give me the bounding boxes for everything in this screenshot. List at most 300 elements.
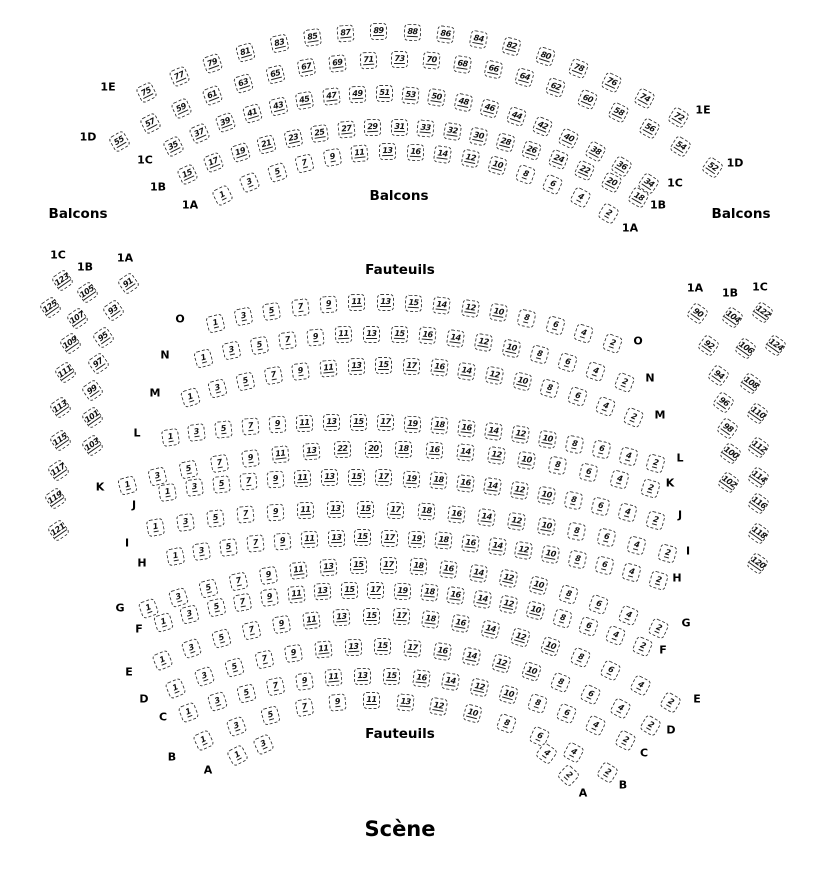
seat-1E-75[interactable] <box>135 81 158 104</box>
seat-G-3[interactable] <box>167 587 188 608</box>
seat-H-8[interactable] <box>567 550 587 570</box>
seat-M-13[interactable] <box>347 357 365 375</box>
seat-F-3[interactable] <box>179 604 200 625</box>
seat-M-16[interactable] <box>430 359 448 377</box>
seat-G-4[interactable] <box>617 604 639 626</box>
seat-1C-48[interactable] <box>453 92 473 112</box>
seat-M-15[interactable] <box>375 357 392 374</box>
seat-left-121[interactable] <box>46 518 70 542</box>
seat-E-7[interactable] <box>241 621 261 641</box>
seat-E-6[interactable] <box>599 660 622 683</box>
seat-1C-46[interactable] <box>479 98 500 119</box>
seat-1E-81[interactable] <box>235 42 256 63</box>
seat-1D-52[interactable] <box>700 155 724 179</box>
seat-right-112[interactable] <box>746 435 770 459</box>
seat-K-18[interactable] <box>395 441 412 458</box>
seat-C-11[interactable] <box>324 669 342 687</box>
seat-1B-23[interactable] <box>283 128 303 148</box>
seat-H-10[interactable] <box>541 545 561 565</box>
seat-1A-12[interactable] <box>460 149 480 169</box>
seat-1D-59[interactable] <box>170 97 193 120</box>
seat-H-6[interactable] <box>594 556 614 576</box>
seat-E-17[interactable] <box>392 608 410 626</box>
seat-left-93[interactable] <box>101 298 125 322</box>
seat-1A-6[interactable] <box>542 174 564 196</box>
seat-M-2[interactable] <box>622 406 644 428</box>
seat-F-15[interactable] <box>341 582 358 599</box>
seat-J-15[interactable] <box>348 469 365 486</box>
seat-left-107[interactable] <box>65 306 89 330</box>
seat-F-4[interactable] <box>604 625 626 647</box>
seat-left-95[interactable] <box>91 325 115 349</box>
seat-D-16[interactable] <box>433 642 452 661</box>
seat-B-8[interactable] <box>495 713 517 735</box>
seat-left-119[interactable] <box>43 486 67 510</box>
seat-H-3[interactable] <box>192 541 212 561</box>
seat-1D-71[interactable] <box>360 51 378 69</box>
seat-I-2[interactable] <box>657 543 678 564</box>
seat-left-109[interactable] <box>58 331 82 355</box>
seat-1C-39[interactable] <box>215 112 237 134</box>
seat-J-7[interactable] <box>239 472 257 490</box>
seat-H-15[interactable] <box>354 529 371 546</box>
seat-O-13[interactable] <box>377 294 394 311</box>
seat-1C-42[interactable] <box>531 116 553 138</box>
seat-left-113[interactable] <box>48 395 72 419</box>
seat-H-16[interactable] <box>461 534 480 553</box>
seat-C-14[interactable] <box>440 672 459 691</box>
seat-K-4[interactable] <box>609 469 630 490</box>
seat-K-9[interactable] <box>240 449 259 468</box>
seat-I-11[interactable] <box>297 502 315 520</box>
seat-1E-76[interactable] <box>600 71 623 94</box>
seat-1D-62[interactable] <box>545 76 567 98</box>
seat-1E-82[interactable] <box>501 37 522 58</box>
seat-L-15[interactable] <box>350 414 367 431</box>
seat-1D-68[interactable] <box>453 55 472 74</box>
seat-left-123[interactable] <box>50 268 74 292</box>
seat-L-17[interactable] <box>377 414 394 431</box>
seat-E-1[interactable] <box>151 649 173 671</box>
seat-O-4[interactable] <box>573 323 594 344</box>
seat-1D-66[interactable] <box>483 60 503 80</box>
seat-F-9[interactable] <box>260 588 279 607</box>
seat-D-13[interactable] <box>344 638 362 656</box>
seat-C-2[interactable] <box>614 729 637 752</box>
seat-E-14[interactable] <box>481 619 501 639</box>
seat-I-4[interactable] <box>627 535 648 556</box>
seat-D-9[interactable] <box>284 644 304 664</box>
seat-C-6[interactable] <box>556 703 578 725</box>
seat-1B-30[interactable] <box>469 126 489 146</box>
seat-G-17[interactable] <box>379 557 396 574</box>
seat-J-3[interactable] <box>185 478 204 497</box>
seat-C-7[interactable] <box>265 676 285 696</box>
seat-I-12[interactable] <box>507 512 526 531</box>
seat-I-15[interactable] <box>357 501 374 518</box>
seat-I-10[interactable] <box>537 516 557 536</box>
seat-D-4[interactable] <box>609 698 632 721</box>
seat-J-11[interactable] <box>294 469 312 487</box>
seat-E-8[interactable] <box>569 647 591 669</box>
seat-D-17[interactable] <box>403 639 421 657</box>
seat-1E-88[interactable] <box>403 23 421 41</box>
seat-E-2[interactable] <box>658 690 681 713</box>
seat-L-3[interactable] <box>187 423 206 442</box>
seat-M-10[interactable] <box>512 371 532 391</box>
seat-H-1[interactable] <box>165 546 185 566</box>
seat-K-22[interactable] <box>333 441 351 459</box>
seat-O-12[interactable] <box>461 299 480 318</box>
seat-D-1[interactable] <box>164 677 186 699</box>
seat-left-115[interactable] <box>48 428 72 452</box>
seat-left-105[interactable] <box>75 280 99 304</box>
seat-L-6[interactable] <box>591 440 611 460</box>
seat-L-16[interactable] <box>457 419 476 438</box>
seat-C-4[interactable] <box>585 715 607 737</box>
seat-B-11[interactable] <box>363 692 380 709</box>
seat-1D-55[interactable] <box>107 129 130 152</box>
seat-D-7[interactable] <box>254 649 274 669</box>
seat-C-16[interactable] <box>412 669 431 688</box>
seat-J-5[interactable] <box>212 475 231 494</box>
seat-N-10[interactable] <box>502 338 522 358</box>
seat-right-120[interactable] <box>745 551 769 575</box>
seat-O-3[interactable] <box>233 306 253 326</box>
seat-H-13[interactable] <box>327 529 345 547</box>
seat-left-117[interactable] <box>46 458 70 482</box>
seat-1D-61[interactable] <box>202 84 224 106</box>
seat-L-18[interactable] <box>430 417 448 435</box>
seat-1A-5[interactable] <box>266 161 288 183</box>
seat-G-10[interactable] <box>528 576 549 597</box>
seat-L-13[interactable] <box>323 414 340 431</box>
seat-L-10[interactable] <box>537 429 557 449</box>
seat-G-5[interactable] <box>198 578 219 599</box>
seat-E-5[interactable] <box>211 628 232 649</box>
seat-B-7[interactable] <box>294 698 314 718</box>
seat-L-19[interactable] <box>404 415 422 433</box>
seat-1B-15[interactable] <box>176 163 199 186</box>
seat-J-13[interactable] <box>321 469 338 486</box>
seat-J-2[interactable] <box>645 510 666 531</box>
seat-G-8[interactable] <box>557 584 578 605</box>
seat-right-108[interactable] <box>738 371 762 395</box>
seat-K-16[interactable] <box>426 441 444 459</box>
seat-B-3[interactable] <box>226 715 248 737</box>
seat-1B-27[interactable] <box>337 120 356 139</box>
seat-left-97[interactable] <box>86 351 110 375</box>
seat-G-14[interactable] <box>468 564 487 583</box>
seat-I-16[interactable] <box>447 505 465 523</box>
seat-L-12[interactable] <box>511 425 530 444</box>
seat-C-15[interactable] <box>383 667 401 685</box>
seat-K-7[interactable] <box>209 454 229 474</box>
seat-B-13[interactable] <box>396 693 414 711</box>
seat-I-13[interactable] <box>327 501 344 518</box>
seat-1A-14[interactable] <box>433 145 452 164</box>
seat-1A-7[interactable] <box>294 153 315 174</box>
seat-F-7[interactable] <box>233 592 253 612</box>
seat-G-7[interactable] <box>228 571 248 591</box>
seat-M-7[interactable] <box>263 366 283 386</box>
seat-G-13[interactable] <box>319 558 337 576</box>
seat-1D-54[interactable] <box>669 135 692 158</box>
seat-F-14[interactable] <box>473 590 493 610</box>
seat-1D-65[interactable] <box>265 65 286 86</box>
seat-1D-58[interactable] <box>607 102 630 125</box>
seat-1E-84[interactable] <box>469 30 489 50</box>
seat-L-14[interactable] <box>484 422 503 441</box>
seat-1C-50[interactable] <box>427 88 446 107</box>
seat-1C-53[interactable] <box>401 86 419 104</box>
seat-right-96[interactable] <box>711 390 735 414</box>
seat-K-14[interactable] <box>456 443 474 461</box>
seat-J-8[interactable] <box>564 490 584 510</box>
seat-H-2[interactable] <box>647 569 668 590</box>
seat-M-4[interactable] <box>594 395 616 417</box>
seat-1C-35[interactable] <box>162 135 185 158</box>
seat-1B-26[interactable] <box>521 140 542 161</box>
seat-1C-49[interactable] <box>349 85 367 103</box>
seat-1A-8[interactable] <box>514 163 536 185</box>
seat-1E-78[interactable] <box>567 57 589 79</box>
seat-D-12[interactable] <box>491 653 512 674</box>
seat-right-110[interactable] <box>745 401 769 425</box>
seat-1C-43[interactable] <box>268 96 289 117</box>
seat-F-11[interactable] <box>287 585 306 604</box>
seat-N-1[interactable] <box>193 348 214 369</box>
seat-H-4[interactable] <box>621 562 642 583</box>
seat-1A-4[interactable] <box>569 186 592 209</box>
seat-O-8[interactable] <box>517 308 537 328</box>
seat-1B-33[interactable] <box>417 120 435 138</box>
seat-right-118[interactable] <box>746 521 770 545</box>
seat-1D-63[interactable] <box>233 73 254 94</box>
seat-C-13[interactable] <box>354 667 371 684</box>
seat-1E-77[interactable] <box>168 65 190 87</box>
seat-1C-47[interactable] <box>322 87 341 106</box>
seat-F-16[interactable] <box>446 586 465 605</box>
seat-G-2[interactable] <box>647 617 669 639</box>
seat-H-9[interactable] <box>273 532 291 550</box>
seat-1B-17[interactable] <box>202 152 224 174</box>
seat-O-9[interactable] <box>319 295 337 313</box>
seat-left-99[interactable] <box>80 378 104 402</box>
seat-1C-40[interactable] <box>558 127 581 150</box>
seat-E-4[interactable] <box>629 674 652 697</box>
seat-N-4[interactable] <box>585 361 607 383</box>
seat-1D-56[interactable] <box>638 117 661 140</box>
seat-K-2[interactable] <box>639 477 660 498</box>
seat-N-9[interactable] <box>306 328 325 347</box>
seat-1D-67[interactable] <box>296 58 316 78</box>
seat-B-2[interactable] <box>595 760 618 783</box>
seat-L-2[interactable] <box>645 453 666 474</box>
seat-J-4[interactable] <box>618 502 639 523</box>
seat-D-8[interactable] <box>550 671 572 693</box>
seat-right-104[interactable] <box>720 305 744 329</box>
seat-C-8[interactable] <box>527 692 549 714</box>
seat-D-11[interactable] <box>314 640 333 659</box>
seat-left-101[interactable] <box>80 405 104 429</box>
seat-E-11[interactable] <box>302 611 321 630</box>
seat-O-10[interactable] <box>489 303 509 323</box>
seat-C-9[interactable] <box>295 671 314 690</box>
seat-E-15[interactable] <box>363 608 380 625</box>
seat-I-18[interactable] <box>417 503 435 521</box>
seat-K-8[interactable] <box>548 456 568 476</box>
seat-1E-72[interactable] <box>666 105 689 128</box>
seat-N-5[interactable] <box>249 335 269 355</box>
seat-right-94[interactable] <box>706 363 730 387</box>
seat-M-1[interactable] <box>179 386 200 407</box>
seat-H-11[interactable] <box>300 530 318 548</box>
seat-K-11[interactable] <box>271 445 290 464</box>
seat-N-7[interactable] <box>278 331 297 350</box>
seat-M-12[interactable] <box>485 366 505 386</box>
seat-F-17[interactable] <box>367 582 384 599</box>
seat-I-17[interactable] <box>387 502 405 520</box>
seat-right-98[interactable] <box>715 416 739 440</box>
seat-1C-41[interactable] <box>242 103 263 124</box>
seat-H-17[interactable] <box>381 529 398 546</box>
seat-I-5[interactable] <box>206 509 225 528</box>
seat-K-13[interactable] <box>302 443 320 461</box>
seat-N-15[interactable] <box>391 326 409 344</box>
seat-G-6[interactable] <box>587 593 609 615</box>
seat-L-7[interactable] <box>242 418 260 436</box>
seat-left-125[interactable] <box>38 295 62 319</box>
seat-G-16[interactable] <box>439 560 458 579</box>
seat-M-5[interactable] <box>235 371 255 391</box>
seat-G-18[interactable] <box>409 558 427 576</box>
seat-1E-83[interactable] <box>269 34 289 54</box>
seat-L-5[interactable] <box>214 420 233 439</box>
seat-right-92[interactable] <box>696 333 720 357</box>
seat-G-15[interactable] <box>349 557 367 575</box>
seat-O-7[interactable] <box>291 298 310 317</box>
seat-H-19[interactable] <box>408 530 426 548</box>
seat-J-19[interactable] <box>402 470 420 488</box>
seat-J-10[interactable] <box>537 485 557 505</box>
seat-N-12[interactable] <box>474 333 494 353</box>
seat-1C-51[interactable] <box>376 85 393 102</box>
seat-H-18[interactable] <box>434 532 452 550</box>
seat-M-6[interactable] <box>567 386 588 407</box>
seat-right-106[interactable] <box>733 336 757 360</box>
seat-1B-29[interactable] <box>364 119 382 137</box>
seat-1C-44[interactable] <box>505 106 527 128</box>
seat-M-8[interactable] <box>539 378 560 399</box>
seat-B-4[interactable] <box>562 741 585 764</box>
seat-E-13[interactable] <box>332 608 350 626</box>
seat-right-100[interactable] <box>718 441 742 465</box>
seat-1E-79[interactable] <box>202 53 224 75</box>
seat-right-114[interactable] <box>746 465 770 489</box>
seat-I-14[interactable] <box>477 508 496 527</box>
seat-K-6[interactable] <box>578 462 598 482</box>
seat-1A-1[interactable] <box>211 184 234 207</box>
seat-D-3[interactable] <box>194 666 216 688</box>
seat-I-1[interactable] <box>145 517 165 537</box>
seat-I-9[interactable] <box>266 503 284 521</box>
seat-H-14[interactable] <box>487 537 506 556</box>
seat-D-2[interactable] <box>638 713 661 736</box>
seat-1A-10[interactable] <box>487 155 508 176</box>
seat-1E-85[interactable] <box>303 28 322 47</box>
seat-A-1[interactable] <box>226 744 249 767</box>
seat-D-15[interactable] <box>374 638 391 655</box>
seat-N-3[interactable] <box>221 341 241 361</box>
seat-K-1[interactable] <box>117 475 138 496</box>
seat-F-10[interactable] <box>525 601 546 622</box>
seat-M-9[interactable] <box>291 362 310 381</box>
seat-1B-28[interactable] <box>495 132 516 153</box>
seat-1A-9[interactable] <box>322 148 342 168</box>
seat-K-20[interactable] <box>365 440 382 457</box>
seat-N-14[interactable] <box>446 329 465 348</box>
seat-M-11[interactable] <box>319 359 338 378</box>
seat-left-111[interactable] <box>53 360 77 384</box>
seat-1D-57[interactable] <box>139 112 162 135</box>
seat-1E-87[interactable] <box>336 24 354 42</box>
seat-1B-19[interactable] <box>229 142 251 164</box>
seat-1E-74[interactable] <box>633 87 656 110</box>
seat-A-3[interactable] <box>252 733 274 755</box>
seat-F-19[interactable] <box>394 582 412 600</box>
seat-1C-45[interactable] <box>295 91 315 111</box>
seat-J-18[interactable] <box>429 472 447 490</box>
seat-C-12[interactable] <box>469 677 489 697</box>
seat-E-18[interactable] <box>422 610 441 629</box>
seat-C-5[interactable] <box>236 683 257 704</box>
seat-L-4[interactable] <box>618 446 639 467</box>
seat-E-3[interactable] <box>181 638 203 660</box>
seat-O-14[interactable] <box>433 296 452 315</box>
seat-I-6[interactable] <box>597 528 617 548</box>
seat-J-12[interactable] <box>510 481 529 500</box>
seat-K-12[interactable] <box>487 446 506 465</box>
seat-1A-13[interactable] <box>379 143 397 161</box>
seat-G-12[interactable] <box>498 569 518 589</box>
seat-1E-89[interactable] <box>370 23 387 40</box>
seat-F-6[interactable] <box>578 616 599 637</box>
seat-M-17[interactable] <box>403 357 421 375</box>
seat-E-9[interactable] <box>272 615 292 635</box>
seat-O-2[interactable] <box>601 332 623 354</box>
seat-1B-25[interactable] <box>310 123 329 142</box>
seat-right-122[interactable] <box>750 300 774 324</box>
seat-right-102[interactable] <box>716 470 740 494</box>
seat-N-16[interactable] <box>418 327 436 345</box>
seat-F-18[interactable] <box>420 584 438 602</box>
seat-J-1[interactable] <box>157 482 177 502</box>
seat-N-11[interactable] <box>334 326 352 344</box>
seat-O-5[interactable] <box>262 301 282 321</box>
seat-1C-37[interactable] <box>188 122 210 144</box>
seat-1A-16[interactable] <box>406 143 424 161</box>
seat-J-17[interactable] <box>375 469 393 487</box>
seat-J-9[interactable] <box>266 471 284 489</box>
seat-N-13[interactable] <box>363 325 380 342</box>
seat-D-5[interactable] <box>224 656 245 677</box>
seat-right-90[interactable] <box>685 301 709 325</box>
seat-N-6[interactable] <box>557 352 578 373</box>
seat-K-10[interactable] <box>517 451 536 470</box>
seat-M-3[interactable] <box>207 378 228 399</box>
seat-O-15[interactable] <box>405 294 423 312</box>
